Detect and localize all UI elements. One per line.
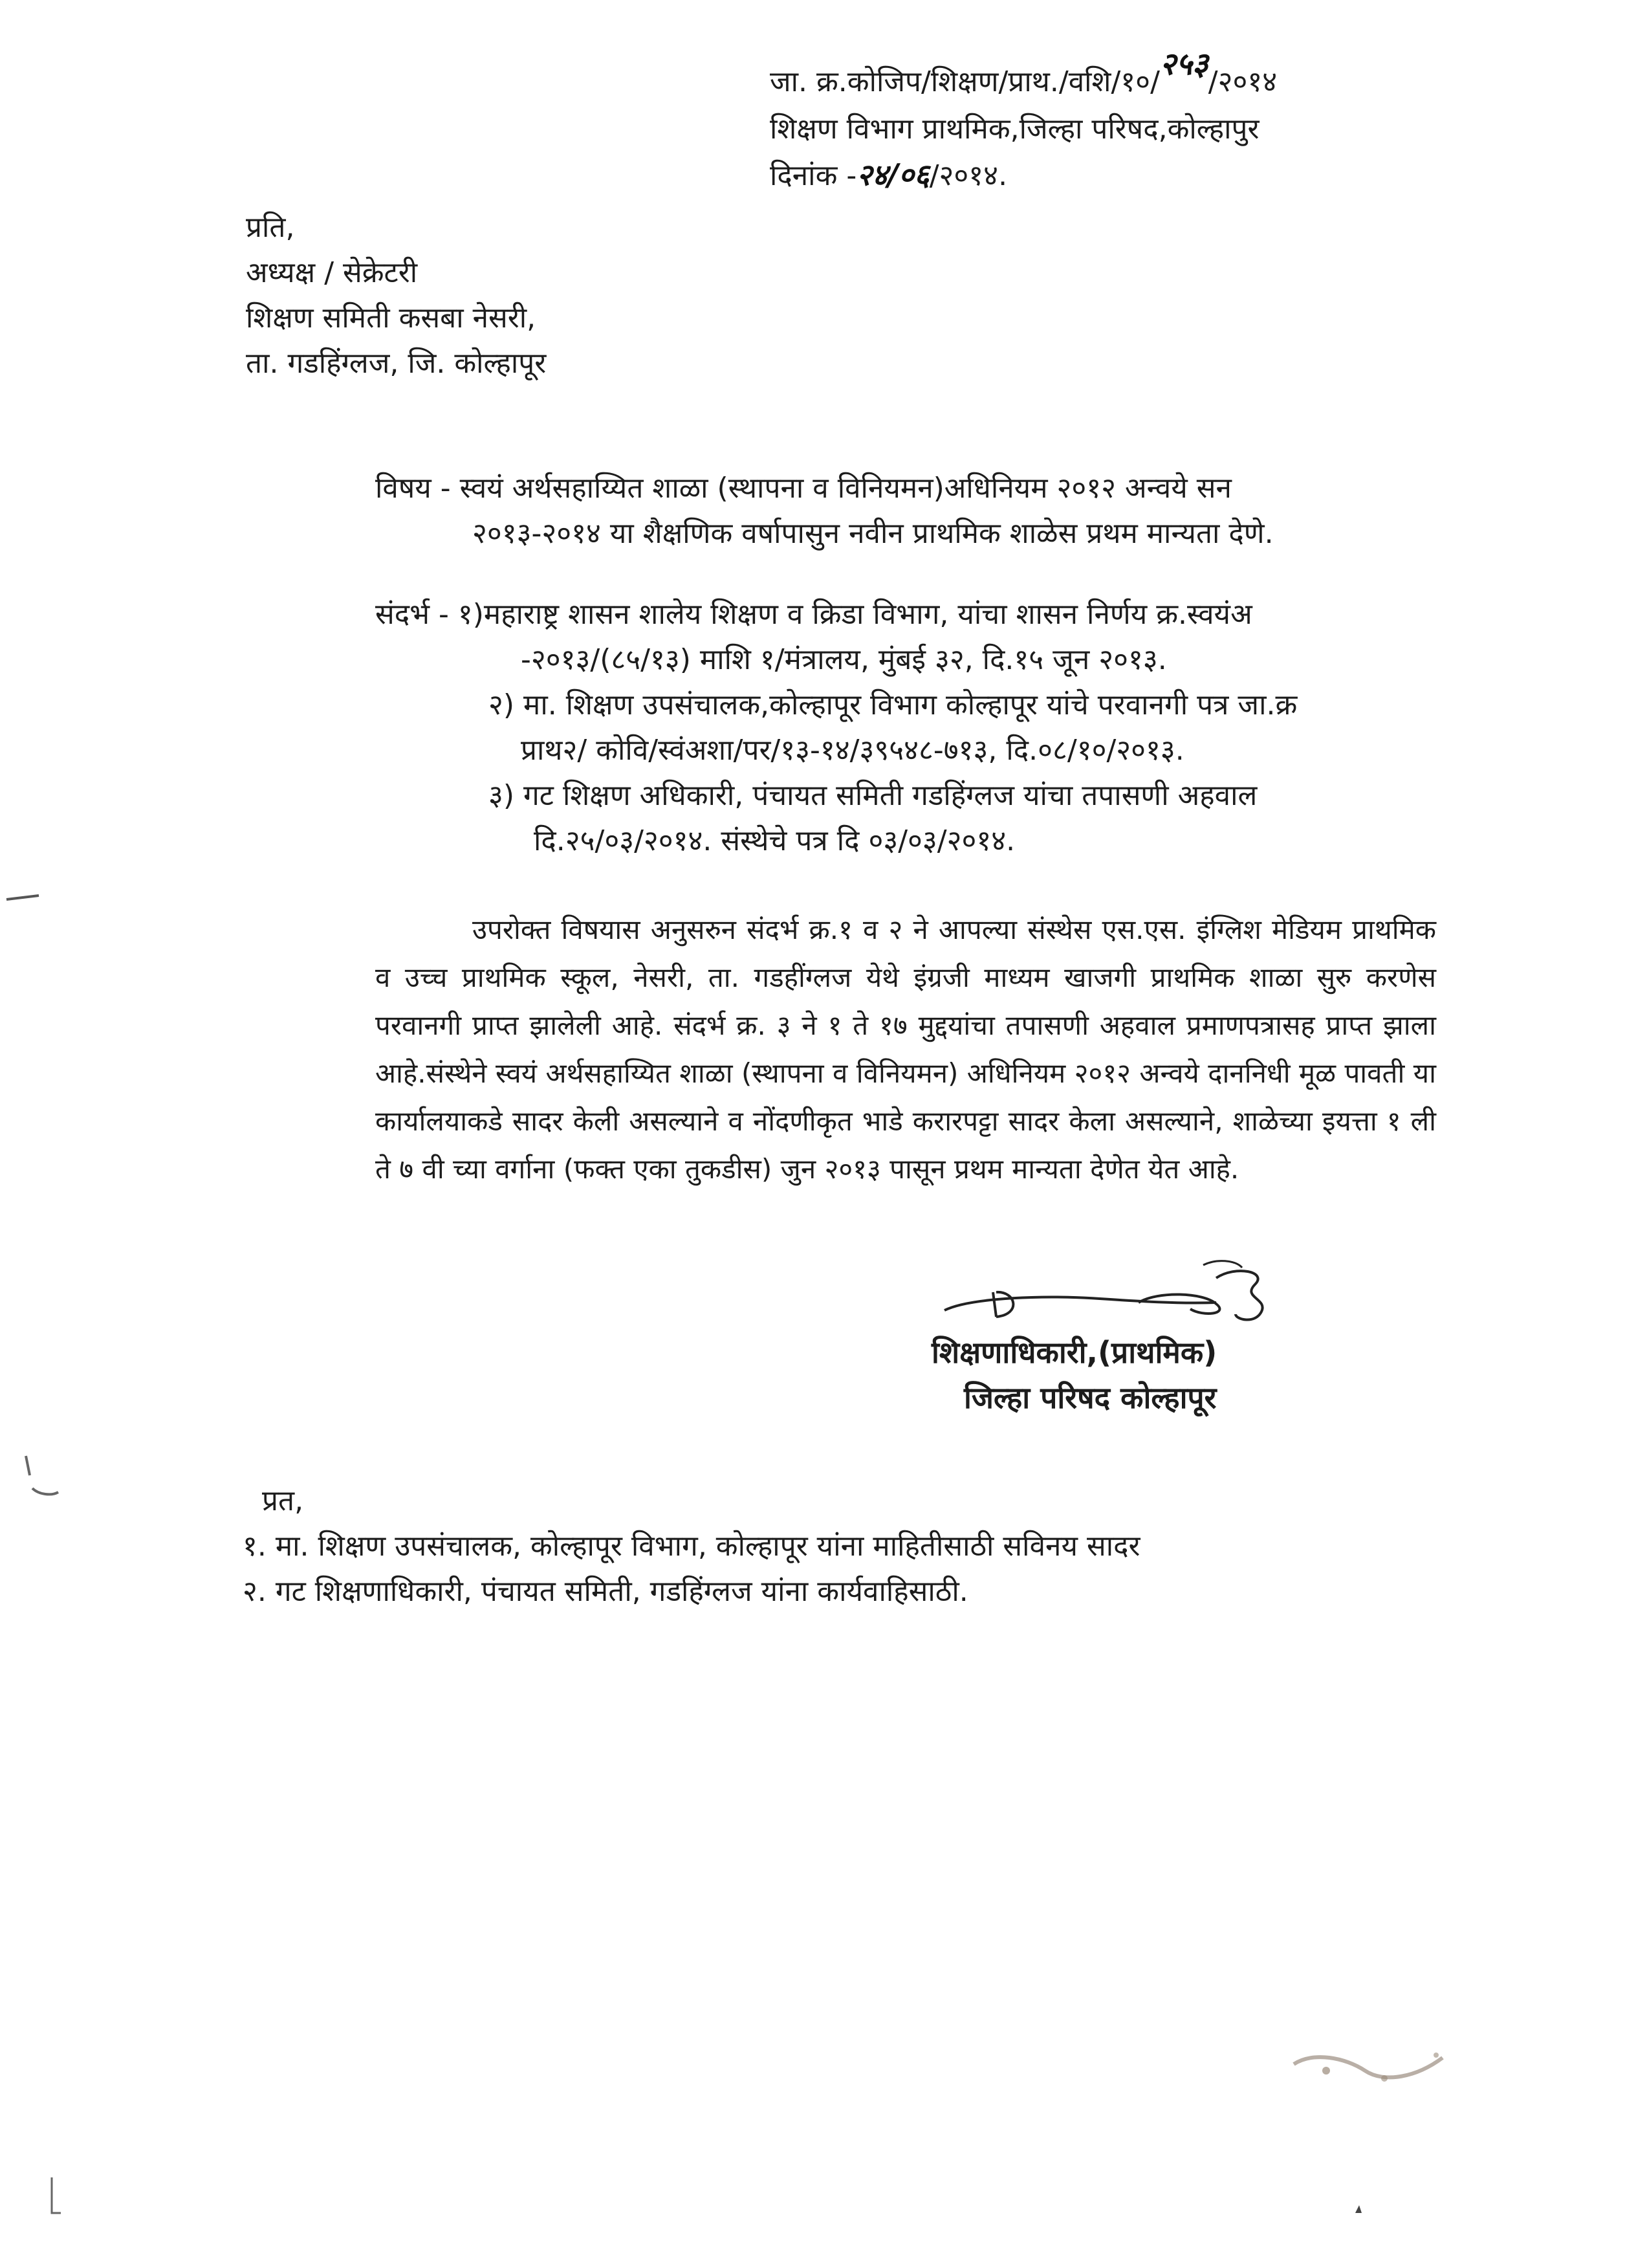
scan-dot [1349, 2200, 1368, 2219]
addressee-line-3: ता. गडहिंग्लज, जि. कोल्हापूर [246, 347, 547, 380]
reference-1-line-2: -२०१३/(८५/१३) माशि १/मंत्रालय, मुंबई ३२, दि.१५ जून २०१३. [521, 643, 1167, 676]
body-text: उपरोक्त विषयास अनुसरुन संदर्भ क्र.१ व २ ने आपल्या संस्थेस एस.एस. इंग्लिश मेडियम प्राथमिक व उच्च प्राथमिक स्कूल, नेसरी, ता. गडहींग्लज येथे इंग्रजी माध्यम खाजगी प्राथमिक शाळा सुरु करणेस परवानगी प्राप्त झालेली आहे. संदर्भ क्र. ३ ने १ ते १७ मुद्दयांचा तपासणी अहवाल प्रमाणपत्रासह प्राप्त झाला आहे.संस्थेने स्वयं अर्थसहाय्यित शाळा (स्थापना व विनियमन) अधिनियम २०१२ अन्वये दाननिधी मूळ पावती या कार्यालयाकडे सादर केली असल्याने व नोंदणीकृत भाडे करारपट्टा सादर केला असल्याने, शाळेच्या इयत्ता १ ली ते ७ वी च्या वर्गाना (फक्त एका तुकडीस) जुन २०१३ पासून प्रथम मान्यता देणेत येत आहे. [375, 914, 1436, 1185]
addressee-line-2: शिक्षण समिती कसबा नेसरी, [246, 302, 536, 335]
copy-recipient-1: १. मा. शिक्षण उपसंचालक, कोल्हापूर विभाग, कोल्हापूर यांना माहितीसाठी सविनय सादर [243, 1530, 1140, 1563]
body-paragraph [375, 906, 1436, 1193]
copies-label: प्रत, [262, 1484, 304, 1517]
reference-1-line-1: संदर्भ - १)महाराष्ट्र शासन शालेय शिक्षण व क्रिडा विभाग, यांचा शासन निर्णय क्र.स्वयंअ [375, 598, 1252, 631]
addressee-to: प्रति, [246, 211, 295, 244]
signatory-title: शिक्षणाधिकारी,(प्राथमिक) [932, 1335, 1217, 1370]
addressee-line-1: अध्यक्ष / सेक्रेटरी [246, 256, 418, 289]
ref-prefix: जा. क्र.कोजिप/शिक्षण/प्राथ./वशि/१०/ [770, 65, 1160, 98]
date-label: दिनांक - [770, 159, 857, 192]
date-handwritten: २४/०६ [856, 157, 930, 192]
copy-recipient-2: २. गट शिक्षणाधिकारी, पंचायत समिती, गडहिंग्लज यांना कार्यवाहिसाठी. [243, 1575, 968, 1608]
scan-stain [1287, 2032, 1462, 2103]
date-suffix: /२०१४. [929, 159, 1008, 192]
letter-date [770, 155, 1007, 195]
reference-3-line-1: ३) गट शिक्षण अधिकारी, पंचायत समिती गडहिंग्लज यांचा तपासणी अहवाल [488, 779, 1258, 812]
subject-line-2: २०१३-२०१४ या शैक्षणिक वर्षापासुन नवीन प्राथमिक शाळेस प्रथम मान्यता देणे. [472, 517, 1274, 550]
reference-2-line-1: २) मा. शिक्षण उपसंचालक,कोल्हापूर विभाग कोल्हापूर यांचे परवानगी पत्र जा.क्र [488, 688, 1298, 721]
reference-2-line-2: प्राथ२/ कोवि/स्वंअशा/पर/१३-१४/३९५४८-७१३, दि.०८/१०/२०१३. [521, 734, 1184, 767]
subject-line-1: विषय - स्वयं अर्थसहाय्यित शाळा (स्थापना व विनियमन)अधिनियम २०१२ अन्वये सन [375, 472, 1232, 505]
ref-suffix: /२०१४ [1208, 65, 1278, 98]
scan-edge-mark [45, 2174, 65, 2219]
reference-number [770, 46, 1278, 102]
issuing-office: शिक्षण विभाग प्राथमिक,जिल्हा परिषद,कोल्हापुर [770, 113, 1260, 146]
reference-3-line-2: दि.२५/०३/२०१४. संस्थेचे पत्र दि ०३/०३/२०१४. [534, 824, 1016, 857]
ref-number-handwritten: २५३ [1159, 46, 1208, 82]
scan-mark-left-1 [0, 886, 52, 912]
scan-mark-left-2 [13, 1449, 65, 1508]
signatory-office: जिल्हा परिषद कोल्हापूर [964, 1380, 1217, 1415]
